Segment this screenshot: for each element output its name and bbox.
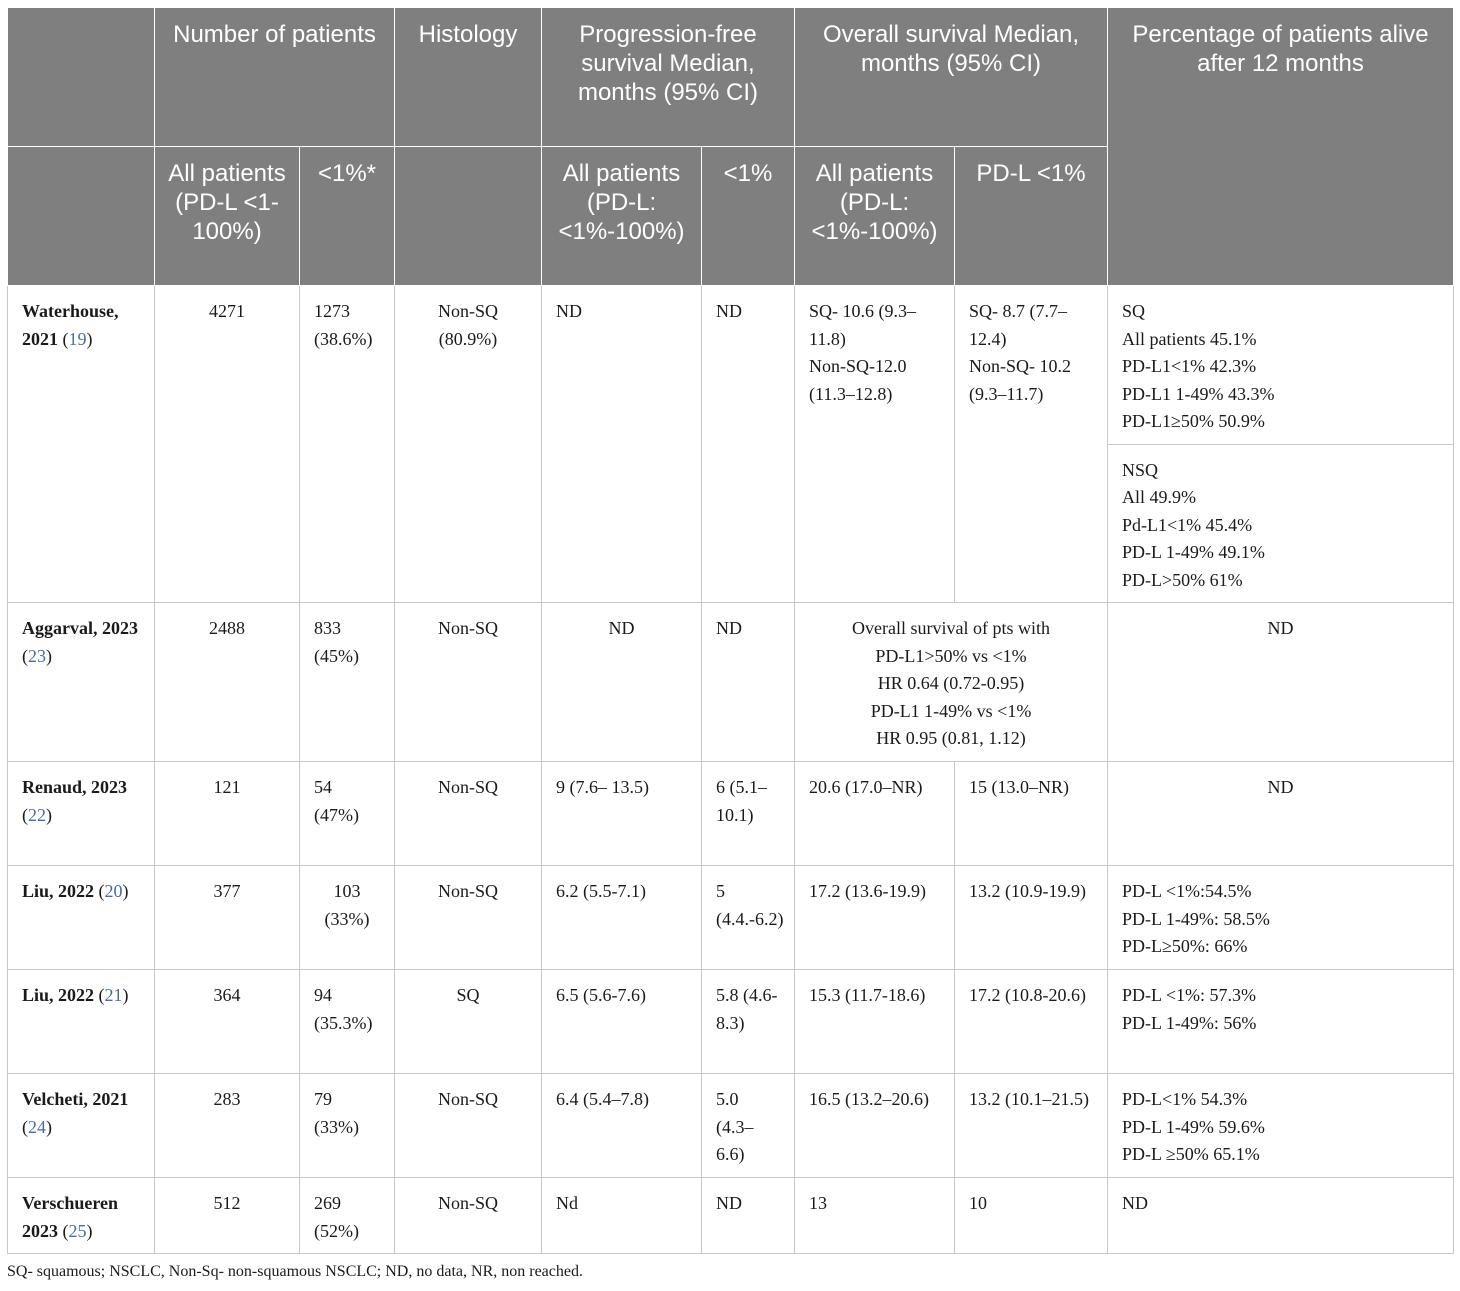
os-lt1-cell: 15 (13.0–NR) <box>955 762 1108 866</box>
os-lt1-cell: 10 <box>955 1178 1108 1254</box>
header-pfs-all: All patients (PD-L: <1%-100%) <box>542 147 702 286</box>
pfs-all-cell: ND <box>542 286 702 603</box>
alive-line: SQ <box>1122 301 1146 321</box>
study-cell: Waterhouse, 2021 (19) <box>8 286 155 603</box>
alive-line: PD-L1≥50% 50.9% <box>1122 411 1265 431</box>
histology-cell: Non-SQ (80.9%) <box>395 286 542 603</box>
os-merged-line: HR 0.95 (0.81, 1.12) <box>876 728 1026 748</box>
study-name: Liu, 2022 <box>22 881 95 901</box>
pfs-lt1-cell: 5.8 (4.6-8.3) <box>702 970 795 1074</box>
study-name: Renaud, 2023 <box>22 777 128 797</box>
reference-link[interactable]: 24 <box>28 1116 46 1137</box>
reference-link[interactable]: 25 <box>68 1220 87 1241</box>
histology-cell: Non-SQ <box>395 866 542 970</box>
pfs-lt1-cell: 5 (4.4.-6.2) <box>702 866 795 970</box>
alive-line: NSQ <box>1122 459 1159 480</box>
alive-cell: ND <box>1108 603 1454 762</box>
header-pfs-lt1: <1% <box>702 147 795 286</box>
n-lt1-cell: 103 (33%) <box>300 866 395 970</box>
alive-cell <box>1108 1074 1454 1178</box>
n-lt1-cell: 833 (45%) <box>300 603 395 762</box>
reference-link[interactable]: 23 <box>28 645 46 666</box>
n-all-cell: 364 <box>155 970 300 1074</box>
alive-line: All patients 45.1% <box>1122 328 1257 349</box>
study-cell: Liu, 2022 (21) <box>8 970 155 1074</box>
pfs-lt1-cell: 6 (5.1–10.1) <box>702 762 795 866</box>
os-all-cell <box>795 286 955 603</box>
alive-line: Pd-L1<1% 45.4% <box>1122 514 1253 535</box>
alive-line: PD-L <1%: 57.3% <box>1122 985 1256 1005</box>
alive-line: PD-L>50% 61% <box>1122 569 1243 590</box>
n-all-cell: 2488 <box>155 603 300 762</box>
pfs-all-cell: 9 (7.6– 13.5) <box>542 762 702 866</box>
study-name: Waterhouse, 2021 <box>22 301 119 349</box>
pfs-all-cell: 6.2 (5.5-7.1) <box>542 866 702 970</box>
alive-line: PD-L≥50%: 66% <box>1122 936 1248 956</box>
os-merged-line: PD-L1>50% vs <1% <box>875 645 1027 666</box>
alive-cell-nsq <box>1108 444 1454 603</box>
n-all-cell: 121 <box>155 762 300 866</box>
histology-cell: Non-SQ <box>395 1074 542 1178</box>
os-merged-line: Overall survival of pts with <box>852 618 1050 638</box>
table-footnote: SQ- squamous; NSCLC, Non-Sq- non-squamous NSCLC; ND, no data, NR, non reached. <box>7 1263 583 1280</box>
os-all-line: Non-SQ-12.0 (11.3–12.8) <box>809 356 907 404</box>
n-all-cell: 377 <box>155 866 300 970</box>
pfs-all-cell: Nd <box>542 1178 702 1254</box>
reference-link[interactable]: 21 <box>104 985 123 1005</box>
study-cell: Aggarval, 2023 (23) <box>8 603 155 762</box>
os-all-cell: 17.2 (13.6-19.9) <box>795 866 955 970</box>
os-all-cell: 16.5 (13.2–20.6) <box>795 1074 955 1178</box>
study-cell: Renaud, 2023 (22) <box>8 762 155 866</box>
header-corner <box>8 8 155 147</box>
alive-cell: ND <box>1108 762 1454 866</box>
table-row <box>8 1074 1454 1178</box>
header-np-all: All patients (PD-L <1-100%) <box>155 147 300 286</box>
os-all-cell: 13 <box>795 1178 955 1254</box>
os-merged-cell <box>795 603 1108 762</box>
alive-line: PD-L <1%:54.5% <box>1122 881 1252 901</box>
survival-table <box>7 7 1454 1254</box>
reference-link[interactable]: 20 <box>104 881 123 901</box>
header-os-lt1: PD-L <1% <box>955 147 1108 286</box>
alive-cell-sq <box>1108 286 1454 445</box>
header-pfs: Progression-free survival Median, months (95% CI) <box>542 8 795 147</box>
os-lt1-line: SQ- 8.7 (7.7–12.4) <box>969 301 1067 349</box>
table-row <box>8 970 1454 1074</box>
pfs-lt1-cell: ND <box>702 603 795 762</box>
n-lt1-cell: 1273 (38.6%) <box>300 286 395 603</box>
table-row <box>8 762 1454 866</box>
histology-cell: Non-SQ <box>395 1178 542 1254</box>
histology-cell: Non-SQ <box>395 762 542 866</box>
header-os-all: All patients (PD-L: <1%-100%) <box>795 147 955 286</box>
header-np-lt1: <1%* <box>300 147 395 286</box>
os-lt1-cell: 13.2 (10.9-19.9) <box>955 866 1108 970</box>
header-os: Overall survival Median, months (95% CI) <box>795 8 1108 147</box>
reference-link[interactable]: 22 <box>28 804 46 825</box>
os-all-line: SQ- 10.6 (9.3–11.8) <box>809 301 916 349</box>
os-all-cell: 20.6 (17.0–NR) <box>795 762 955 866</box>
pfs-lt1-cell: ND <box>702 286 795 603</box>
header-blank-study <box>8 147 155 286</box>
n-all-cell: 283 <box>155 1074 300 1178</box>
study-cell: Liu, 2022 (20) <box>8 866 155 970</box>
alive-cell: ND <box>1108 1178 1454 1254</box>
pfs-all-cell: ND <box>542 603 702 762</box>
alive-line: PD-L 1-49% 49.1% <box>1122 542 1265 562</box>
os-lt1-line: Non-SQ- 10.2 (9.3–11.7) <box>969 356 1071 404</box>
study-name: Liu, 2022 <box>22 985 95 1005</box>
n-lt1-cell: 79 (33%) <box>300 1074 395 1178</box>
alive-line: PD-L<1% 54.3% <box>1122 1089 1248 1109</box>
study-cell: Velcheti, 2021 (24) <box>8 1074 155 1178</box>
header-number-of-patients: Number of patients <box>155 8 395 147</box>
header-row-1 <box>8 8 1454 147</box>
histology-cell: Non-SQ <box>395 603 542 762</box>
histology-cell: SQ <box>395 970 542 1074</box>
table-row <box>8 1178 1454 1254</box>
study-name: Aggarval, 2023 <box>22 618 138 638</box>
alive-line: PD-L1 1-49% 43.3% <box>1122 383 1275 404</box>
study-name: Verschueren 2023 <box>22 1193 118 1241</box>
study-cell: Verschueren 2023 (25) <box>8 1178 155 1254</box>
alive-line: PD-L ≥50% 65.1% <box>1122 1144 1260 1164</box>
alive-line: PD-L 1-49% 59.6% <box>1122 1116 1265 1137</box>
reference-link[interactable]: 19 <box>68 328 87 349</box>
alive-line: PD-L 1-49%: 58.5% <box>1122 908 1270 929</box>
os-all-cell: 15.3 (11.7-18.6) <box>795 970 955 1074</box>
study-name: Velcheti, 2021 <box>22 1089 129 1109</box>
pfs-all-cell: 6.4 (5.4–7.8) <box>542 1074 702 1178</box>
os-lt1-cell <box>955 286 1108 603</box>
os-merged-line: PD-L1 1-49% vs <1% <box>870 700 1032 721</box>
alive-cell <box>1108 866 1454 970</box>
os-lt1-cell: 17.2 (10.8-20.6) <box>955 970 1108 1074</box>
n-lt1-cell: 269 (52%) <box>300 1178 395 1254</box>
os-merged-line: HR 0.64 (0.72-0.95) <box>877 673 1025 693</box>
table-row <box>8 286 1454 445</box>
header-alive-12-months: Percentage of patients alive after 12 months <box>1108 8 1454 286</box>
os-lt1-cell: 13.2 (10.1–21.5) <box>955 1074 1108 1178</box>
pfs-lt1-cell: ND <box>702 1178 795 1254</box>
header-blank-histology <box>395 147 542 286</box>
n-lt1-cell: 54 (47%) <box>300 762 395 866</box>
n-all-cell: 512 <box>155 1178 300 1254</box>
alive-line: PD-L 1-49%: 56% <box>1122 1012 1257 1033</box>
n-all-cell: 4271 <box>155 286 300 603</box>
alive-cell <box>1108 970 1454 1074</box>
alive-line: All 49.9% <box>1122 487 1197 507</box>
table-row <box>8 866 1454 970</box>
alive-line: PD-L1<1% 42.3% <box>1122 356 1257 376</box>
pfs-lt1-cell: 5.0 (4.3–6.6) <box>702 1074 795 1178</box>
header-histology: Histology <box>395 8 542 147</box>
table-row <box>8 603 1454 762</box>
n-lt1-cell: 94 (35.3%) <box>300 970 395 1074</box>
pfs-all-cell: 6.5 (5.6-7.6) <box>542 970 702 1074</box>
